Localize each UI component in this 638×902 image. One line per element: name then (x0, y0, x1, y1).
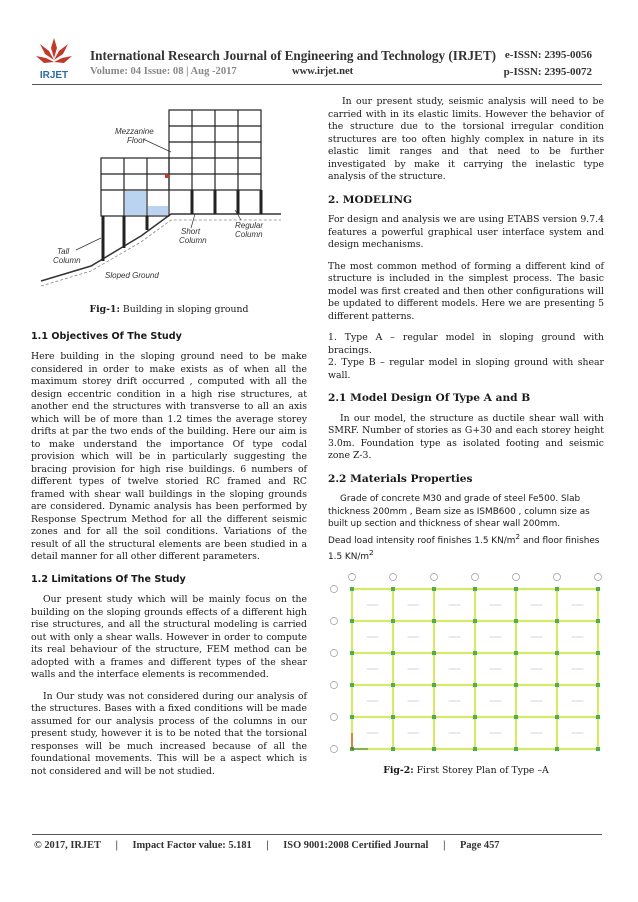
grid-bubble (349, 574, 356, 581)
model-type-list (328, 332, 604, 382)
list-item: 2. Type B – regular model in sloping ground with shear wall. (328, 357, 604, 381)
figure-2-caption (328, 765, 604, 778)
grid-bubble (331, 714, 338, 721)
column-node (596, 587, 600, 591)
grid-bubble (331, 650, 338, 657)
column-node (596, 651, 600, 655)
column-node (432, 715, 436, 719)
footer-divider (32, 834, 602, 835)
column-node (473, 619, 477, 623)
column-node (432, 651, 436, 655)
column-node (391, 651, 395, 655)
column-node (555, 715, 559, 719)
figure-1-building-sketch (31, 96, 307, 296)
materials-text-b: and floor finishes 1.5 KN/m (328, 535, 600, 562)
column-node (350, 651, 354, 655)
heading-modeling: 2. MODELING (328, 193, 413, 206)
heading-materials: 2.2 Materials Properties (328, 472, 473, 485)
page-number: Page 457 (459, 840, 500, 851)
figure-1-caption (31, 304, 307, 317)
column-node (514, 587, 518, 591)
column-node (596, 619, 600, 623)
paragraph-modeling-2: The most common method of forming a different kind of structure is included in the simplest process. The basic model was first created and then other configurations will be updated to different models. Here we are presenting 5 different patterns. (328, 260, 604, 322)
column-node (596, 683, 600, 687)
label-tall-column: Column (53, 256, 81, 265)
copyright: © 2017, IRJET (34, 840, 101, 851)
issue-info: Volume: 04 Issue: 08 | Aug -2017 (90, 66, 237, 77)
impact-factor: Impact Factor value: 5.181 (132, 840, 252, 851)
figure-2-caption-label: Fig-2: (383, 765, 414, 777)
paragraph-modeling-1: For design and analysis we are using ETABS version 9.7.4 features a powerful graphical user interface system and design mechanisms. (328, 214, 604, 250)
grid-bubble (390, 574, 397, 581)
column-node (473, 587, 477, 591)
materials-sup-1: 2 (515, 531, 521, 541)
grid-bubble (431, 574, 438, 581)
figure-1-caption-label: Fig-1: (89, 304, 120, 315)
grid-bubble (331, 586, 338, 593)
footer-separator: | (443, 840, 446, 851)
paragraph-materials-1: Grade of concrete M30 and grade of steel Fe500. Slab thickness 200mm , Beam size as ISMB600 , column size as built up section and thickness of shear wall 200mm. (328, 494, 590, 529)
heading-model-design: 2.1 Model Design Of Type A and B (328, 392, 531, 404)
grid-bubble (595, 574, 602, 581)
column-node (473, 715, 477, 719)
paragraph-limitations-2: In Our study was not considered during our analysis of the structures. Bases with a fixed conditions will be made assumed for our analysis process of the columns in our present study, however it is to be noted that the torsional responses will be much increased because of all the foundational movements. This will be a aspect which is not considered and will be not studied. (31, 690, 307, 777)
figure-2-caption-text: First Storey Plan of Type –A (413, 765, 549, 777)
website-link[interactable]: www.irjet.net (292, 66, 354, 77)
column-node (391, 747, 395, 751)
grid-bubble (554, 574, 561, 581)
paragraph-intro: In our present study, seismic analysis will need to be carried with in its elastic limits. However the behavior of the structure due to the torsional irregular condition structures are too often highly complex in nature in its elastic limit ranges and that need to be further investigated by make it carrying the inelastic type analysis of the structure. (328, 96, 604, 182)
materials-sup-2: 2 (369, 547, 374, 557)
paragraph-model-design: In our model, the structure as ductile shear wall with SMRF. Number of stories as G+30 and each storey height 3.0m. Foundation type as isolated footing and seismic zone Z-3. (328, 412, 604, 461)
label-short-column: Column (179, 236, 207, 245)
column-node (555, 747, 559, 751)
column-node (391, 683, 395, 687)
grid-bubble (472, 574, 479, 581)
column-node (555, 587, 559, 591)
column-node (555, 619, 559, 623)
column-node (514, 747, 518, 751)
column-node (473, 651, 477, 655)
figure-1-caption-text: Building in sloping ground (119, 304, 249, 315)
left-column (31, 96, 307, 787)
right-column (328, 96, 604, 792)
column-node (432, 587, 436, 591)
footer-separator: | (115, 840, 118, 851)
paragraph-materials-2 (328, 531, 604, 564)
grid-bubble (513, 574, 520, 581)
heading-limitations: 1.2 Limitations Of The Study (31, 573, 186, 585)
column-node (596, 715, 600, 719)
column-node (391, 715, 395, 719)
pissn: p-ISSN: 2395-0072 (503, 66, 592, 78)
column-node (350, 715, 354, 719)
label-mezzanine: Mezzanine (115, 127, 154, 136)
column-node (432, 747, 436, 751)
column-node (350, 619, 354, 623)
label-regular-column: Column (235, 230, 263, 239)
label-tall: Tall (57, 247, 70, 256)
column-node (432, 619, 436, 623)
materials-text-a: Dead load intensity roof finishes 1.5 KN/m (328, 535, 516, 546)
footer-separator: | (266, 840, 269, 851)
column-node (514, 651, 518, 655)
column-node (596, 747, 600, 751)
column-node (555, 651, 559, 655)
label-short: Short (181, 227, 201, 236)
header-divider (32, 84, 602, 85)
label-sloped-ground: Sloped Ground (105, 271, 159, 280)
label-floor: Floor (127, 136, 146, 145)
column-node (514, 715, 518, 719)
column-node (514, 619, 518, 623)
page-header (0, 0, 638, 92)
logo-text: IRJET (39, 70, 69, 81)
paragraph-objectives: Here building in the sloping ground need to be make considered in order to make exists as of when all the maximum storey drift occurred , computed with all the design eccentric condition in a high rise structures, at another end the structures with transverse to all an axis which will be of more than 1.2 times the average storey drifts at par the two ends of the building. Here our aim is to make understand the importance Of type codal provision which will be in particularly suggesting the bracing provision for high rise buildings. 6 numbers of different types of twelve storied RC framed and RC framed with shear wall buildings in the sloping grounds are considered. Dynamic analysis has been performed by Response Spectrum Method for all the different seismic zones and for all the soil conditions. Variations of the result of all the structural elements are been studied in a detail manner for all other different parameters. (31, 351, 307, 562)
column-node (391, 587, 395, 591)
label-regular: Regular (235, 221, 264, 230)
heading-objectives: 1.1 Objectives Of The Study (31, 330, 182, 342)
journal-title: International Research Journal of Engineering and Technology (IRJET) (90, 48, 497, 63)
column-node (555, 683, 559, 687)
grid-bubble (331, 746, 338, 753)
column-node (350, 683, 354, 687)
column-node (350, 587, 354, 591)
column-node (432, 683, 436, 687)
column-node (473, 683, 477, 687)
figure-2-floor-plan (328, 569, 604, 759)
grid-bubble (331, 618, 338, 625)
irjet-logo (34, 36, 74, 82)
eissn: e-ISSN: 2395-0056 (504, 49, 592, 61)
grid-bubble (331, 682, 338, 689)
page-footer (34, 840, 512, 851)
column-node (514, 683, 518, 687)
list-item: 1. Type A – regular model in sloping ground with bracings. (328, 332, 604, 356)
column-node (473, 747, 477, 751)
iso-certification: ISO 9001:2008 Certified Journal (283, 840, 429, 851)
paragraph-limitations-1: Our present study which will be mainly focus on the building on the sloping grounds effects of a different high rise structures, and all the structural modeling is carried out with only a shear walls. However in order to compute its real behaviour of the structure, FEM method can be adopted with a frames and different types of the shear walls and the interface elements is recommended. (31, 594, 307, 680)
column-node (391, 619, 395, 623)
